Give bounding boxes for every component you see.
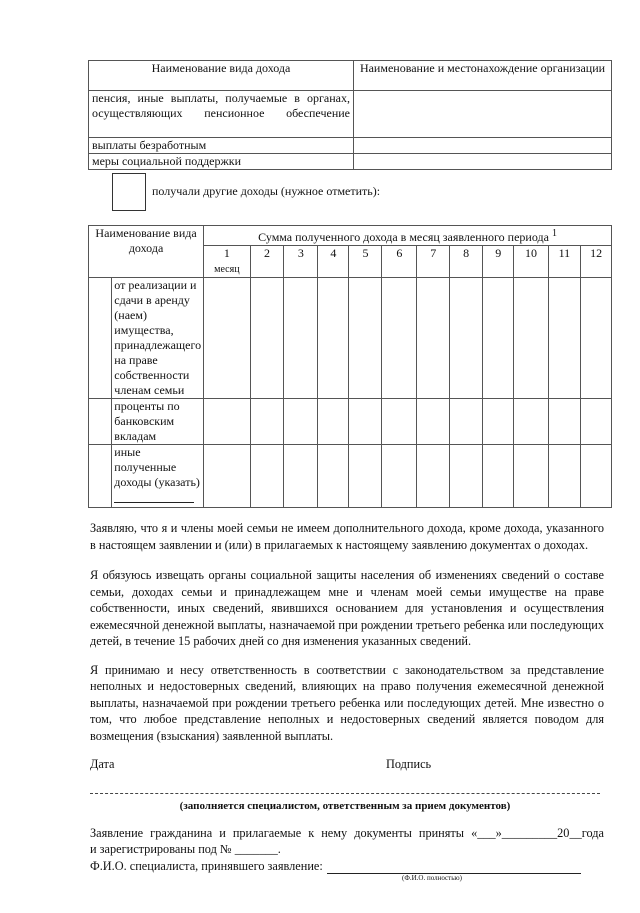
month-2: 2 (250, 246, 284, 278)
date-label: Дата (90, 757, 115, 771)
row-other-income (112, 445, 204, 508)
income-cell-month-4[interactable] (318, 445, 349, 508)
header-organization: Наименование и местонахождение организации (354, 61, 612, 91)
income-organization-table (88, 60, 612, 170)
month-6: 6 (382, 246, 417, 278)
row-bank-interest: проценты по банковским вкладам (112, 399, 204, 445)
header-income-type (89, 226, 204, 278)
month-12: 12 (581, 246, 612, 278)
income-cell-month-9[interactable] (483, 278, 514, 399)
specialist-name-line[interactable] (327, 860, 581, 874)
header-monthly-sum (204, 226, 612, 246)
income-cell-month-3[interactable] (284, 278, 318, 399)
month-3: 3 (284, 246, 318, 278)
row-social-support: меры социальной поддержки (89, 154, 354, 170)
income-cell-month-10[interactable] (514, 445, 548, 508)
cell-org[interactable] (354, 138, 612, 154)
income-cell-month-10[interactable] (514, 399, 548, 445)
accepted-text: Заявление гражданина и прилагаемые к нему документы приняты «___»_________20__года (90, 825, 604, 840)
income-cell-month-11[interactable] (548, 278, 581, 399)
footnote-mark: 1 (551, 228, 557, 239)
month-1 (204, 246, 251, 278)
income-cell-month-5[interactable] (349, 399, 382, 445)
other-income-text: иные полученные доходы (указать) (114, 445, 200, 489)
income-cell-month-12[interactable] (581, 445, 612, 508)
income-cell-month-7[interactable] (417, 278, 450, 399)
income-cell-month-3[interactable] (284, 399, 318, 445)
row-check[interactable] (89, 399, 112, 445)
specify-line[interactable] (114, 502, 194, 503)
other-income-checkbox[interactable] (112, 173, 146, 211)
specialist-label: Ф.И.О. специалиста, принявшего заявление: (90, 858, 323, 873)
income-cell-month-1[interactable] (204, 445, 251, 508)
income-cell-month-5[interactable] (349, 278, 382, 399)
income-cell-month-7[interactable] (417, 445, 450, 508)
monthly-income-table (88, 225, 612, 508)
month-word: месяц (214, 264, 240, 275)
income-cell-month-4[interactable] (318, 399, 349, 445)
signature-label: Подпись (386, 757, 432, 771)
date-signature-row (90, 756, 604, 773)
income-cell-month-2[interactable] (250, 278, 284, 399)
income-cell-month-3[interactable] (284, 445, 318, 508)
paragraph-declaration: Заявляю, что я и члены моей семьи не имеем дополнительного дохода, кроме дохода, указанного в настоящем заявлении и (или) в прилагаемых к настоящему заявлению документах о доходах. (90, 521, 604, 552)
income-cell-month-6[interactable] (382, 445, 417, 508)
header-monthly-sum-text: Сумма полученного дохода в месяц заявленного периода (258, 230, 549, 244)
income-cell-month-9[interactable] (483, 445, 514, 508)
row-check[interactable] (89, 278, 112, 399)
income-cell-month-11[interactable] (548, 445, 581, 508)
income-cell-month-8[interactable] (450, 445, 483, 508)
month-7: 7 (417, 246, 450, 278)
month-4: 4 (318, 246, 349, 278)
month-9: 9 (483, 246, 514, 278)
income-cell-month-12[interactable] (581, 399, 612, 445)
income-cell-month-11[interactable] (548, 399, 581, 445)
income-cell-month-1[interactable] (204, 278, 251, 399)
income-cell-month-6[interactable] (382, 278, 417, 399)
month-number: 1 (223, 246, 230, 260)
other-income-label: получали другие доходы (нужное отметить): (152, 184, 381, 198)
month-10: 10 (514, 246, 548, 278)
row-property-income: от реализации и сдачи в аренду (наем) имущества, принадлежащего на праве собственности членам семьи (112, 278, 204, 399)
cell-org[interactable] (354, 154, 612, 170)
row-check[interactable] (89, 445, 112, 508)
income-cell-month-5[interactable] (349, 445, 382, 508)
header-income-type: Наименование вида дохода (89, 61, 354, 91)
lower-section (88, 225, 612, 913)
month-8: 8 (450, 246, 483, 278)
month-11: 11 (548, 246, 581, 278)
registered-text: и зарегистрированы под № _______. (90, 842, 281, 856)
paragraph-responsibility: Я принимаю и несу ответственность в соответствии с законодательством за представление неполных и недостоверных сведений, влияющих на право получения ежемесячной денежной выплаты, назначаемой при рождении третьего ребенка или последующих детей. Мне известно о том, что любое представление неполных и недостоверных сведений является поводом для возмещения (взыскания) заявленной выплаты. (90, 662, 604, 743)
row-unemployment: выплаты безработным (89, 138, 354, 154)
cell-org[interactable] (354, 91, 612, 138)
income-cell-month-1[interactable] (204, 399, 251, 445)
income-cell-month-4[interactable] (318, 278, 349, 399)
income-cell-month-9[interactable] (483, 399, 514, 445)
income-cell-month-8[interactable] (450, 278, 483, 399)
income-cell-month-7[interactable] (417, 399, 450, 445)
income-cell-month-2[interactable] (250, 399, 284, 445)
income-cell-month-6[interactable] (382, 399, 417, 445)
income-cell-month-2[interactable] (250, 445, 284, 508)
income-cell-month-12[interactable] (581, 278, 612, 399)
paragraph-obligation: Я обязуюсь извещать органы социальной защиты населения об изменениях сведений о составе семьи, доходах семьи и принадлежащем мне и членам моей семьи имуществе на праве собственности, иных сведений, явившихся основанием для установления и осуществления ежемесячной денежной выплаты, назначаемой при рождении третьего ребенка или последующих детей, в течение 15 рабочих дней со дня изменения указанных сведений. (90, 568, 604, 648)
row-pension: пенсия, иные выплаты, получаемые в органах, осуществляющих пенсионное обеспечение (89, 91, 354, 138)
fio-hint: (Ф.И.О. полностью) (402, 874, 462, 882)
header-income-type-text: Наименование вида дохода (95, 226, 197, 255)
specialist-note: (заполняется специалистом, ответственным за прием документов) (179, 799, 511, 812)
month-5: 5 (349, 246, 382, 278)
cut-line (90, 793, 600, 794)
income-cell-month-10[interactable] (514, 278, 548, 399)
income-cell-month-8[interactable] (450, 399, 483, 445)
specialist-row (90, 858, 604, 875)
